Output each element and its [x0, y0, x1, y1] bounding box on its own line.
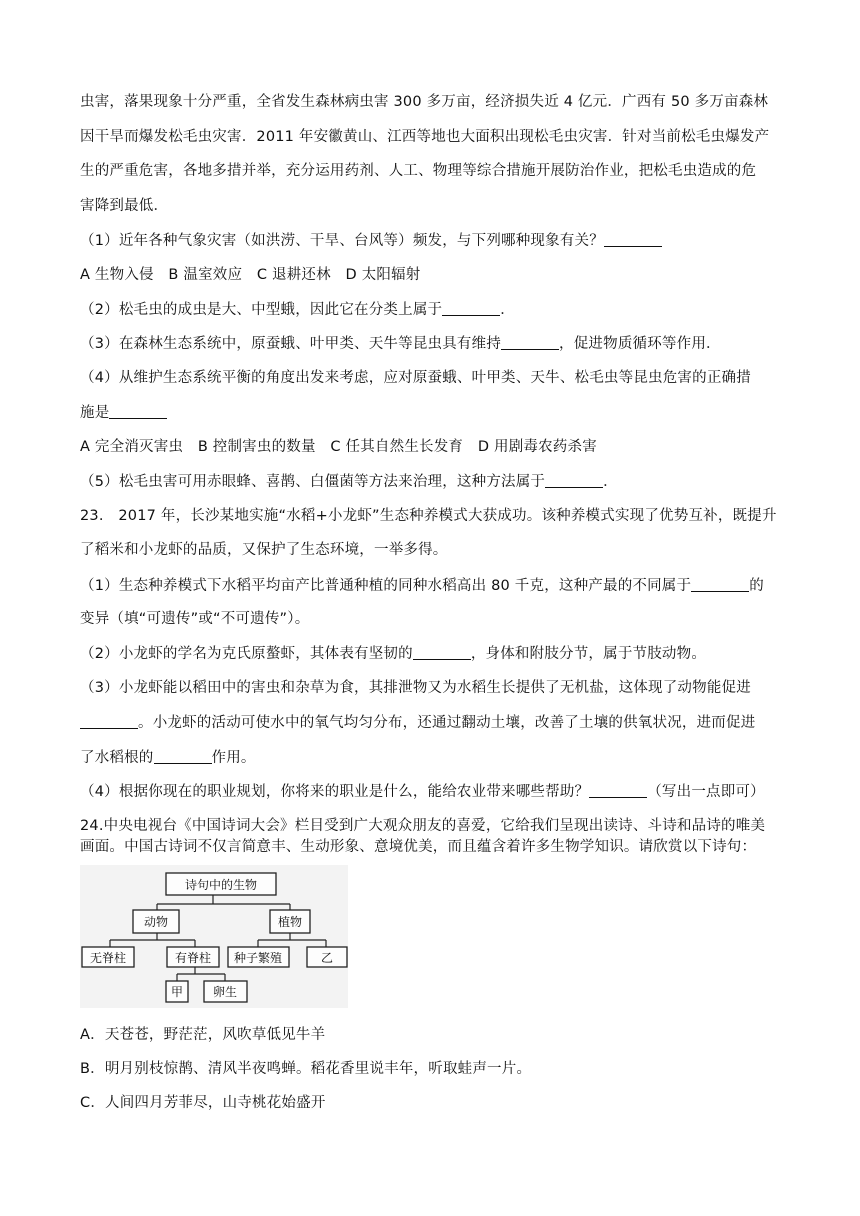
classification-diagram [80, 865, 348, 1008]
node-oviparous-label: 卵生 [212, 985, 238, 999]
q23-part2-end: ，身体和附肢分节，属于节肢动物。 [470, 646, 707, 662]
answer-blank[interactable] [604, 230, 662, 247]
q22-part3-end: ，促进物质循环等作用． [559, 336, 721, 352]
q22-part4: （4）从维护生态系统平衡的角度出发来考虑，应对原蚕蛾、叶甲类、天牛、松毛虫等昆虫危害的正确措 [80, 370, 751, 386]
node-plant-label: 植物 [277, 915, 303, 929]
q23-part3-end: 作用。 [211, 750, 256, 766]
q23-part3-cont2 [80, 747, 256, 768]
q23-stem-1: 23. 2017 年，长沙某地实施“水稻+小龙虾”生态种养模式大获成功。该种养模式实现了优势互补，既提升 [80, 508, 777, 524]
intro-line-3: 生的严重危害，各地多措并举，充分运用药剂、人工、物理等综合措施开展防治作业，把松毛虫造成的危 [80, 163, 757, 179]
q22-part2-end: ． [500, 302, 515, 318]
q23-part3: （3）小龙虾能以稻田中的害虫和杂草为食，其排泄物又为水稻生长提供了无机盐，这体现了动物能促进 [80, 680, 751, 696]
q23-part1 [80, 575, 764, 596]
q23-part3-text: 。小龙虾的活动可使水中的氧气均匀分布，还通过翻动土壤，改善了土壤的供氧状况，进而促进 [138, 715, 756, 731]
q24-option-b: B．明月别枝惊鹊、清风半夜鸣蝉。稻花香里说丰年，听取蛙声一片。 [80, 1061, 532, 1077]
classification-tree [80, 865, 348, 1008]
node-vertebrate-label: 有脊柱 [174, 951, 212, 965]
q22-part5-end: ． [603, 474, 618, 490]
answer-blank[interactable] [589, 781, 647, 798]
q22-part3-text: （3）在森林生态系统中，原蚕蛾、叶甲类、天牛等昆虫具有维持 [80, 336, 502, 352]
node-invertebrate-label: 无脊柱 [89, 951, 127, 965]
q23-part4-text: （4）根据你现在的职业规划，你将来的职业是什么，能给农业带来哪些帮助？ [80, 784, 590, 800]
intro-line-2: 因干旱而爆发松毛虫灾害．2011 年安徽黄山、江西等地也大面积出现松毛虫灾害．针对当前松毛虫爆发产 [80, 129, 770, 145]
q23-part2-text: （2）小龙虾的学名为克氏原螯虾，其体表有坚韧的 [80, 646, 413, 662]
q22-part1-text: （1）近年各种气象灾害（如洪涝、干旱、台风等）频发，与下列哪种现象有关？ [80, 233, 604, 249]
node-seed-label: 种子繁殖 [233, 951, 283, 965]
q22-part2-text: （2）松毛虫的成虫是大、中型蛾，因此它在分类上属于 [80, 302, 443, 318]
q24-option-a: A．天苍苍，野茫茫，风吹草低见牛羊 [80, 1027, 326, 1043]
q22-part4-options: A 完全消灭害虫 B 控制害虫的数量 C 任其自然生长发育 D 用剧毒农药杀害 [80, 439, 597, 455]
q23-part1-mid: 的 [749, 578, 764, 594]
q22-part2 [80, 299, 515, 320]
q24-option-c: C．人间四月芳菲尽，山寺桃花始盛开 [80, 1095, 326, 1111]
q24-stem-1: 24.中央电视台《中国诗词大会》栏目受到广大观众朋友的喜爱，它给我们呈现出读诗、斗诗和品诗的唯美 [80, 818, 766, 834]
answer-blank[interactable] [154, 747, 212, 764]
q22-part1 [80, 230, 662, 251]
q22-part5-text: （5）松毛虫害可用赤眼蜂、喜鹊、白僵菌等方法来治理，这种方法属于 [80, 474, 546, 490]
q23-part4-end: （写出一点即可） [647, 784, 765, 800]
answer-blank[interactable] [501, 333, 559, 350]
intro-line-1: 虫害，落果现象十分严重，全省发生森林病虫害 300 多万亩，经济损失近 4 亿元．广西有 50 多万亩森林 [80, 94, 769, 110]
q23-stem-2: 了稻米和小龙虾的品质，又保护了生态环境，一举多得。 [80, 542, 448, 558]
answer-blank[interactable] [691, 575, 749, 592]
intro-line-4: 害降到最低． [80, 198, 169, 214]
node-root-label: 诗句中的生物 [184, 878, 258, 892]
q23-part1-text: （1）生态种养模式下水稻平均亩产比普通种植的同种水稻高出 80 千克，这种产最的不同属于 [80, 578, 692, 594]
answer-blank[interactable] [442, 299, 500, 316]
answer-blank[interactable] [413, 643, 471, 660]
q22-part1-options: A 生物入侵 B 温室效应 C 退耕还林 D 太阳辐射 [80, 267, 421, 283]
q22-part4-text: 施是 [80, 405, 110, 421]
answer-blank[interactable] [545, 471, 603, 488]
q22-part5 [80, 471, 618, 492]
answer-blank[interactable] [80, 712, 138, 729]
q22-part4-cont [80, 402, 167, 423]
q23-part3-text2: 了水稻根的 [80, 750, 154, 766]
q23-part1-cont: 变异（填“可遗传”或“不可遗传”）。 [80, 611, 310, 627]
q23-part3-cont [80, 712, 755, 733]
q23-part4 [80, 781, 765, 802]
node-jia-label: 甲 [170, 985, 184, 999]
answer-blank[interactable] [109, 402, 167, 419]
q22-part3 [80, 333, 721, 354]
q23-part2 [80, 643, 706, 664]
node-yi-label: 乙 [320, 951, 334, 965]
q24-stem-2: 画面。中国古诗词不仅言简意丰、生动形象、意境优美，而且蕴含着许多生物学知识。请欣赏以下诗句： [80, 839, 757, 855]
node-animal-label: 动物 [143, 915, 169, 929]
